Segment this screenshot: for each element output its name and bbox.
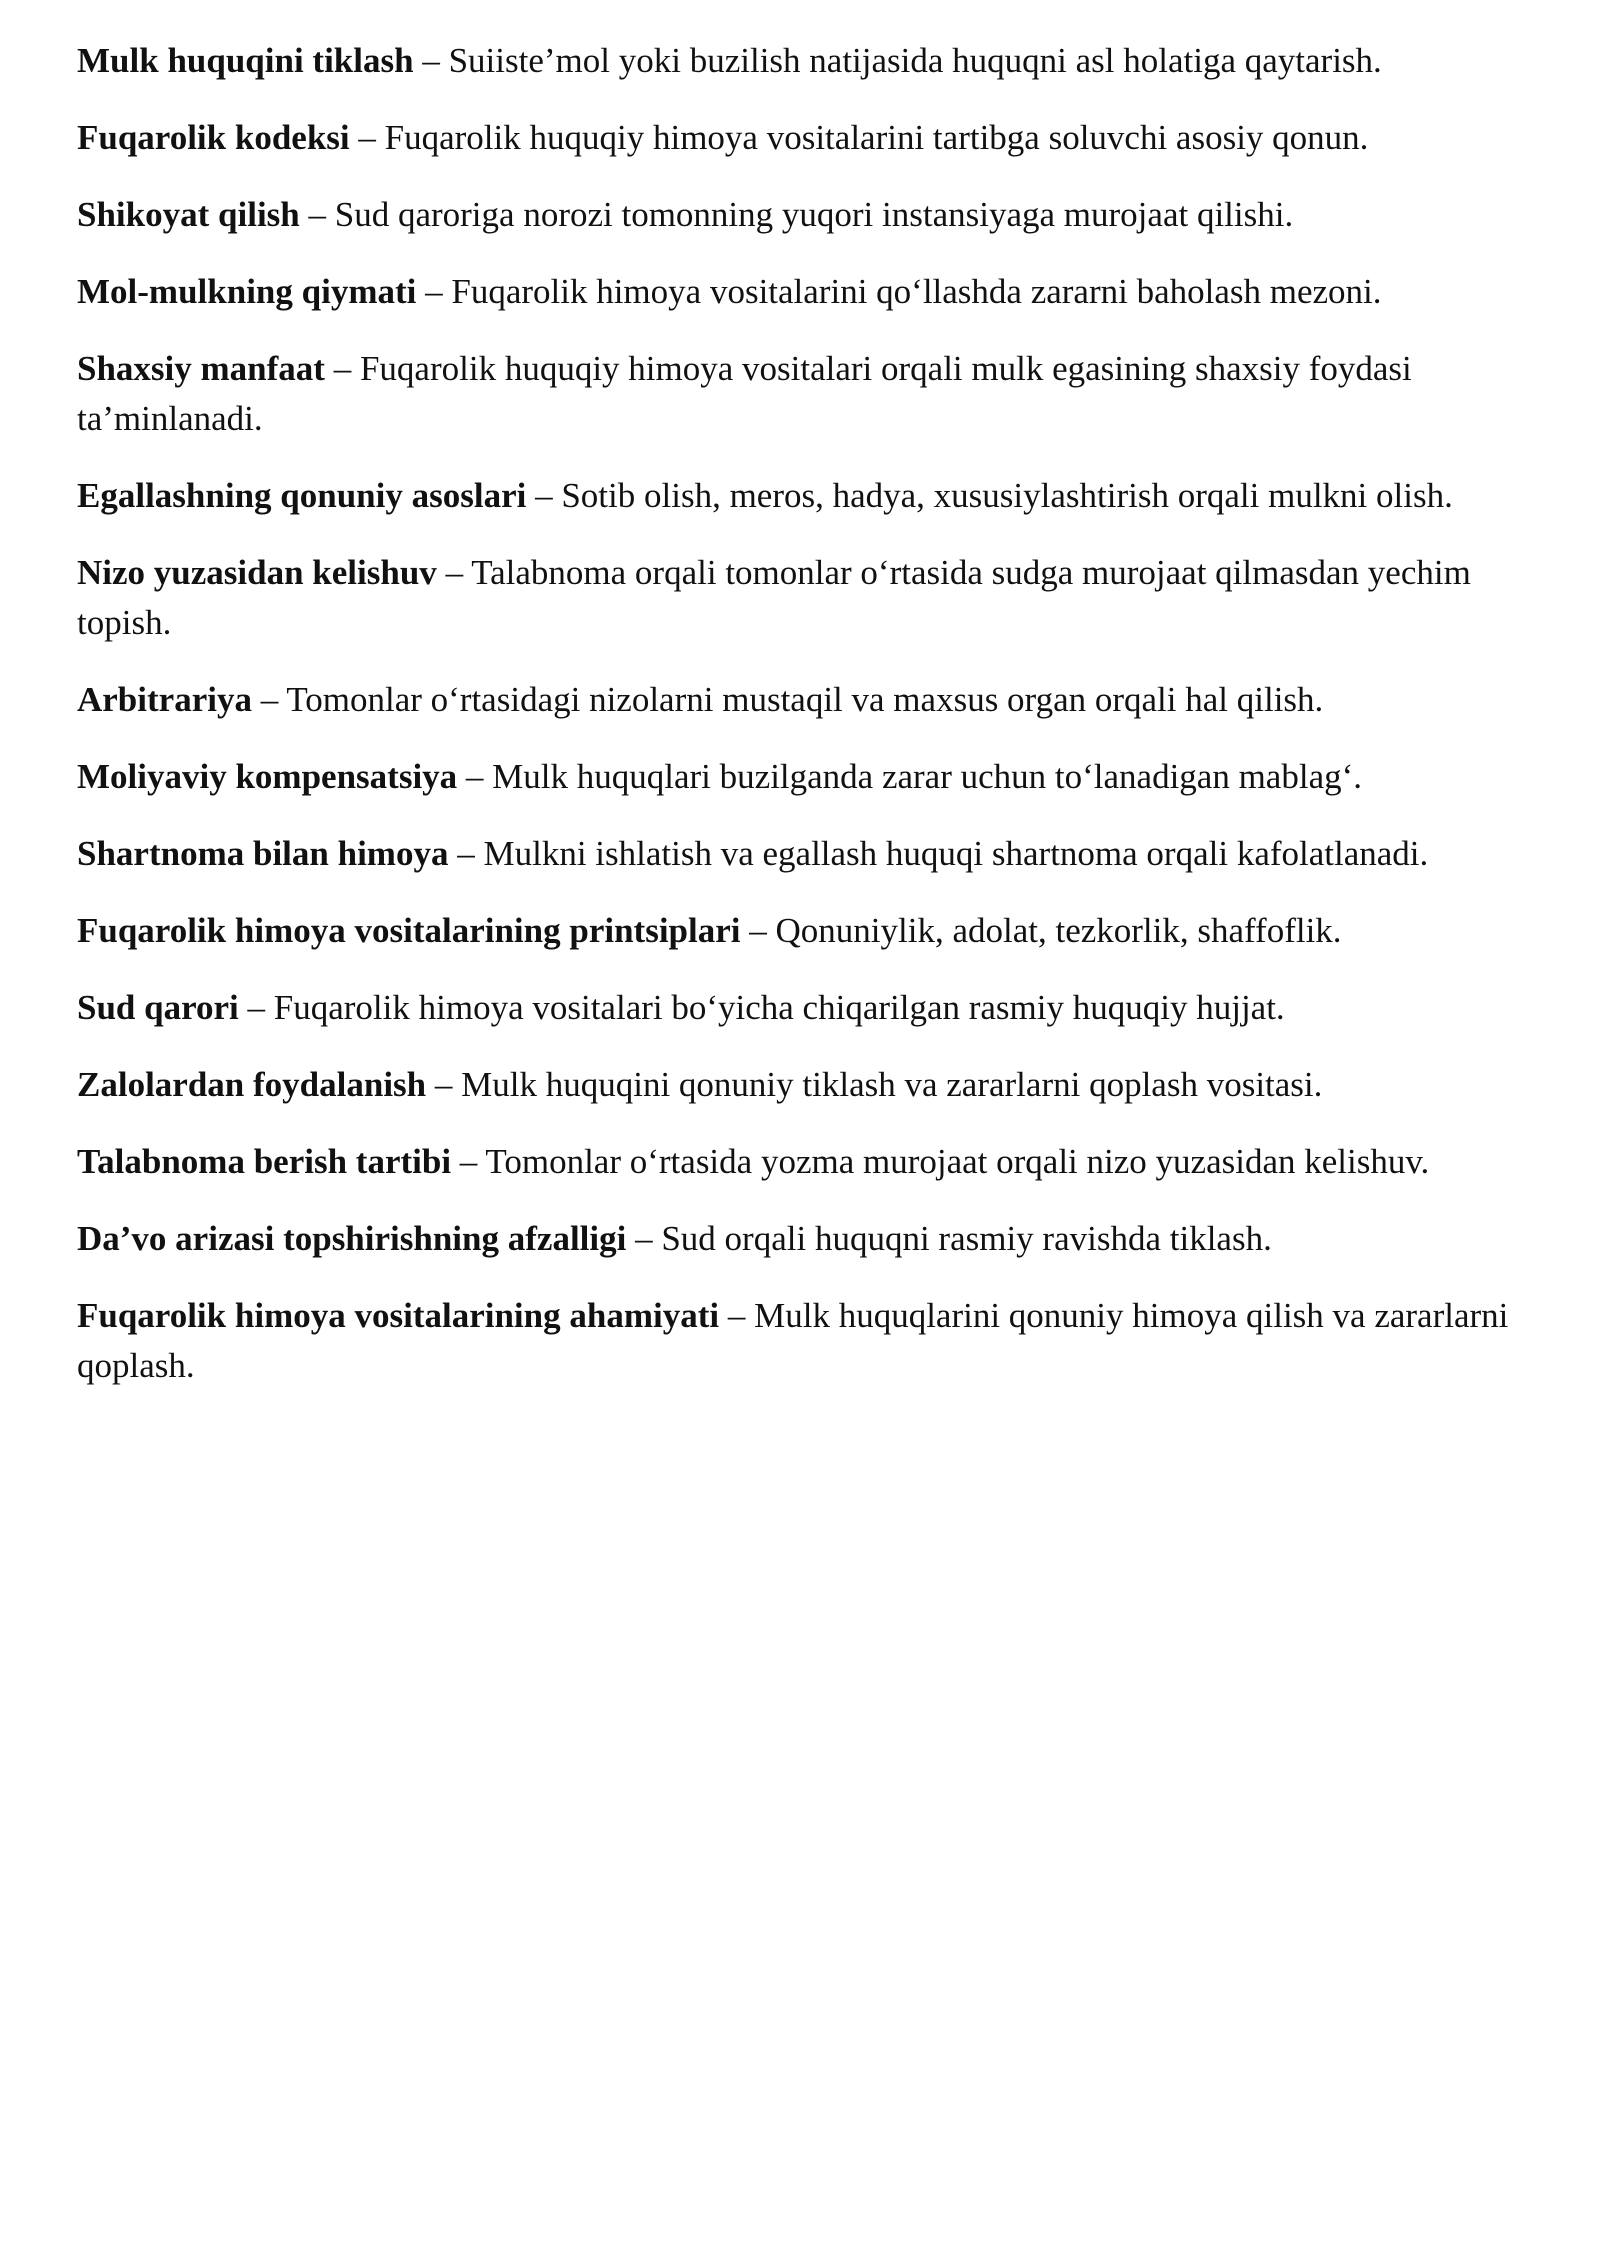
entry-definition: Tomonlar o‘rtasida yozma murojaat orqali nizo yuzasidan kelishuv. — [485, 1142, 1430, 1181]
glossary-entry — [77, 113, 1557, 163]
entry-definition: Qonuniylik, adolat, tezkorlik, shaffoflik. — [775, 911, 1342, 950]
glossary-entry — [77, 190, 1557, 240]
glossary-entry — [77, 548, 1557, 648]
entry-term: Shartnoma bilan himoya — [77, 834, 449, 873]
entry-definition: Sud orqali huquqni rasmiy ravishda tiklash. — [661, 1219, 1272, 1258]
glossary-entry — [77, 1291, 1557, 1391]
entry-term: Talabnoma berish tartibi — [77, 1142, 452, 1181]
entry-definition: Mulkni ishlatish va egallash huquqi shartnoma orqali kafolatlanadi. — [483, 834, 1429, 873]
entry-term: Mol-mulkning qiymati — [77, 272, 417, 311]
glossary-entry — [77, 1060, 1557, 1110]
entry-definition: Sud qaroriga norozi tomonning yuqori instansiyaga murojaat qilishi. — [334, 195, 1294, 234]
entry-definition: Mulk huquqlarini qonuniy himoya qilish va zararlarni qoplash. — [77, 1296, 1509, 1385]
entry-definition: Talabnoma orqali tomonlar o‘rtasida sudga murojaat qilmasdan yechim topish. — [77, 553, 1471, 642]
entry-term: Nizo yuzasidan kelishuv — [77, 553, 437, 592]
entry-separator: – — [324, 349, 360, 388]
entry-term: Da’vo arizasi topshirishning afzalligi — [77, 1219, 627, 1258]
entry-definition: Mulk huquqini qonuniy tiklash va zararlarni qoplash vositasi. — [461, 1065, 1323, 1104]
entry-definition: Fuqarolik huquqiy himoya vositalari orqali mulk egasining shaxsiy foydasi ta’minlanadi. — [77, 349, 1412, 438]
entry-term: Egallashning qonuniy asoslari — [77, 476, 527, 515]
entry-term: Fuqarolik himoya vositalarining ahamiyati — [77, 1296, 720, 1335]
entry-separator: – — [526, 476, 562, 515]
glossary-entry — [77, 267, 1557, 317]
glossary-entry — [77, 471, 1557, 521]
entry-separator: – — [436, 553, 472, 592]
entry-separator: – — [719, 1296, 755, 1335]
glossary-entry — [77, 344, 1557, 444]
glossary-entry — [77, 906, 1557, 956]
glossary-entry — [77, 1214, 1557, 1264]
entry-separator: – — [299, 195, 335, 234]
entry-separator: – — [251, 680, 287, 719]
entry-separator: – — [416, 272, 452, 311]
entry-term: Arbitrariya — [77, 680, 252, 719]
entry-term: Zalolardan foydalanish — [77, 1065, 427, 1104]
entry-definition: Mulk huquqlari buzilganda zarar uchun to‘lanadigan mablag‘. — [492, 757, 1363, 796]
entry-term: Shikoyat qilish — [77, 195, 300, 234]
glossary-entry — [77, 829, 1557, 879]
glossary-entry — [77, 983, 1557, 1033]
entry-definition: Fuqarolik himoya vositalarini qo‘llashda zararni baholash mezoni. — [451, 272, 1382, 311]
entry-separator: – — [626, 1219, 662, 1258]
entry-term: Moliyaviy kompensatsiya — [77, 757, 458, 796]
entry-definition: Suiiste’mol yoki buzilish natijasida huquqni asl holatiga qaytarish. — [448, 41, 1382, 80]
entry-term: Fuqarolik himoya vositalarining printsiplari — [77, 911, 741, 950]
entry-term: Shaxsiy manfaat — [77, 349, 325, 388]
entry-term: Fuqarolik kodeksi — [77, 118, 350, 157]
entry-separator: – — [448, 834, 484, 873]
entry-definition: Fuqarolik himoya vositalari bo‘yicha chiqarilgan rasmiy huquqiy hujjat. — [273, 988, 1285, 1027]
entry-separator: – — [426, 1065, 462, 1104]
document-page — [77, 36, 1557, 1418]
entry-definition: Tomonlar o‘rtasidagi nizolarni mustaqil va maxsus organ orqali hal qilish. — [286, 680, 1324, 719]
entry-separator: – — [451, 1142, 486, 1181]
entry-term: Sud qarori — [77, 988, 239, 1027]
entry-term: Mulk huquqini tiklash — [77, 41, 414, 80]
entry-separator: – — [413, 41, 449, 80]
glossary-entry — [77, 1137, 1557, 1187]
glossary-entry — [77, 752, 1557, 802]
entry-definition: Fuqarolik huquqiy himoya vositalarini tartibga soluvchi asosiy qonun. — [384, 118, 1369, 157]
entry-separator: – — [457, 757, 493, 796]
glossary-entry — [77, 675, 1557, 725]
entry-definition: Sotib olish, meros, hadya, xususiylashtirish orqali mulkni olish. — [561, 476, 1453, 515]
entry-separator: – — [238, 988, 274, 1027]
entry-separator: – — [740, 911, 776, 950]
entry-separator: – — [349, 118, 385, 157]
glossary-entry — [77, 36, 1557, 86]
